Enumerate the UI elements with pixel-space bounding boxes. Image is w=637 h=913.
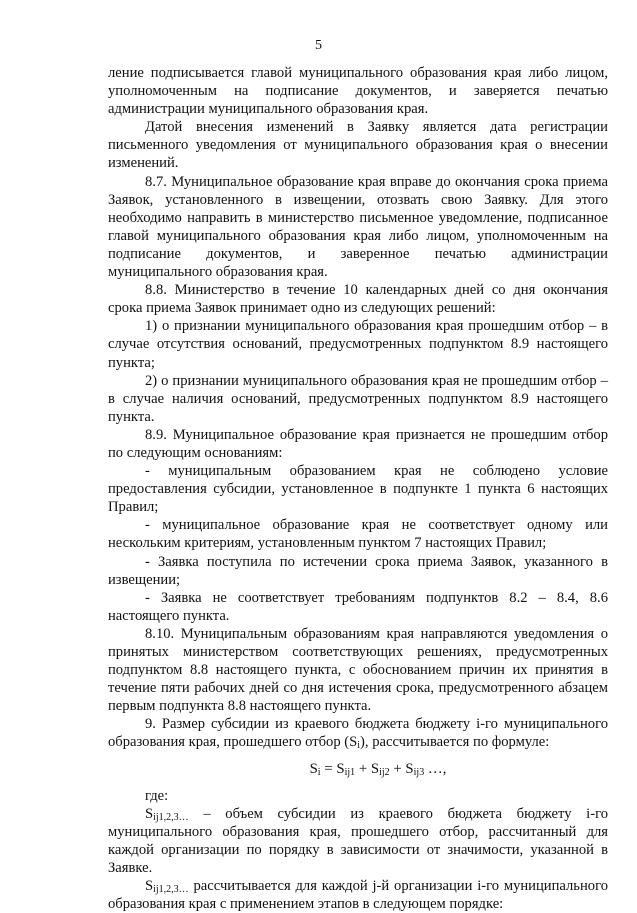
paragraph-8-9-ground-3: - Заявка поступила по истечении срока приема Заявок, указанного в извещении; bbox=[108, 553, 608, 588]
paragraph-9 bbox=[108, 715, 608, 751]
formula-symbol: S bbox=[309, 760, 318, 777]
paragraph-9-text-b: ), рассчитывается по формуле: bbox=[360, 734, 550, 751]
paragraph-9-subscript: i bbox=[357, 740, 361, 752]
paragraph-change-date: Датой внесения изменений в Заявку является дата регистрации письменного уведомления от муниципального образования края о внесении изменений. bbox=[108, 119, 608, 172]
definition-2-text: рассчитывается для каждой j-й организации i-го муниципального образования края с применением этапов в следующем порядке: bbox=[108, 878, 608, 913]
formula-subscript-1: ij1 bbox=[344, 766, 356, 778]
paragraph-continuation: ление подписывается главой муниципального образования края либо лицом, уполномоченным на подписание документов, и заверяется печатью администрации муниципального образования края. bbox=[108, 65, 608, 118]
paragraph-8-7: 8.7. Муниципальное образование края вправе до окончания срока приема Заявок, установленного в извещении, отозвать свою Заявку. Для этого необходимо направить в министерство письменное уведомление, подписанное главой муниципального образования края либо лицом, уполномоченным на подписание документов, и заверенное печатью администрации муниципального образования края. bbox=[108, 173, 608, 281]
formula-plus-2: + S bbox=[389, 760, 414, 777]
definition-2-symbol: S bbox=[145, 878, 154, 895]
subsidy-formula bbox=[108, 760, 608, 778]
paragraph-8-8-item-1: 1) о признании муниципального образования края прошедшим отбор – в случае отсутствия оснований, предусмотренных подпунктом 8.9 настоящего пункта; bbox=[108, 318, 608, 371]
formula-subscript-2: ij2 bbox=[379, 766, 390, 778]
paragraph-8-10: 8.10. Муниципальным образованиям края направляются уведомления о принятых министерством соответствующих решениях, предусмотренных подпунктом 8.8 настоящего пункта, с обоснованием причин их принятия в течение пяти рабочих дней со дня истечения срока, предусмотренного абзацем первым подпункта 8.8 настоящего пункта. bbox=[108, 625, 608, 715]
paragraph-8-9-ground-2: - муниципальное образование края не соответствует одному или нескольким критериям, установленным пунктом 7 настоящих Правил; bbox=[108, 517, 608, 552]
definition-1-subscript: ij1,2,3… bbox=[153, 811, 189, 823]
formula-subscript-3: ij3 bbox=[413, 766, 425, 778]
paragraph-8-9: 8.9. Муниципальное образование края признается не прошедшим отбор по следующим основаниям: bbox=[108, 426, 608, 461]
formula-plus-1: + S bbox=[355, 760, 380, 777]
formula-tail: …, bbox=[424, 760, 447, 777]
definition-1-symbol: S bbox=[145, 805, 154, 822]
paragraph-9-text-a: 9. Размер субсидии из краевого бюджета бюджету i-го муниципального образования края, прошедшего отбор (S bbox=[108, 716, 608, 751]
definition-1 bbox=[108, 805, 608, 877]
paragraph-8-8: 8.8. Министерство в течение 10 календарных дней со дня окончания срока приема Заявок принимает одно из следующих решений: bbox=[108, 282, 608, 317]
definition-2 bbox=[108, 877, 608, 913]
where-label: где: bbox=[145, 787, 169, 804]
page-number: 5 bbox=[315, 38, 322, 53]
document-body bbox=[108, 64, 608, 913]
paragraph-8-9-ground-4: - Заявка не соответствует требованиям подпунктов 8.2 – 8.4, 8.6 настоящего пункта. bbox=[108, 589, 608, 624]
paragraph-8-9-ground-1: - муниципальным образованием края не соблюдено условие предоставления субсидии, установленное в подпункте 1 пункта 6 настоящих Правил; bbox=[108, 463, 608, 516]
formula-equals: = S bbox=[320, 760, 345, 777]
definition-2-subscript: ij1,2,3… bbox=[153, 884, 189, 896]
definition-1-text: – объем субсидии из краевого бюджета бюджету i-го муниципального образования края, прошедшего отбор, рассчитанный для каждой организации по порядку в зависимости от значимости, указанной в Заявке. bbox=[108, 805, 608, 877]
paragraph-8-8-item-2: 2) о признании муниципального образования края не прошедшим отбор – в случае наличия оснований, предусмотренных подпунктом 8.9 настоящего пункта. bbox=[108, 372, 608, 425]
formula-subscript-i: i bbox=[317, 766, 321, 778]
